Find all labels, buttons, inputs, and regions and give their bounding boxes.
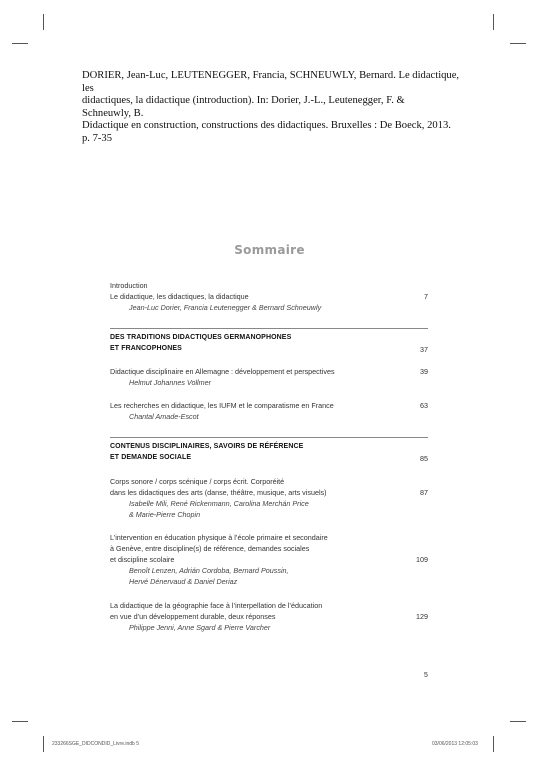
toc-entry-title: à Genève, entre discipline(s) de référence, demandes sociales — [110, 544, 310, 553]
toc-page-number: 85 — [420, 454, 428, 463]
crop-mark — [493, 736, 494, 752]
print-footer-right: 03/06/2013 12:05:03 — [432, 741, 478, 747]
toc-entry-authors: Isabelle Mili, René Rickenmann, Carolina Merchán Price — [129, 499, 309, 508]
toc-section-heading: CONTENUS DISCIPLINAIRES, SAVOIRS DE RÉFÉRENCE — [110, 443, 304, 450]
toc-entry-title: Didactique disciplinaire en Allemagne : développement et perspectives — [110, 367, 335, 376]
toc-entry-title: en vue d’un développement durable, deux réponses — [110, 612, 276, 621]
crop-mark — [12, 721, 28, 722]
toc-page-number: 109 — [416, 555, 428, 564]
toc-page-number: 7 — [424, 292, 428, 301]
toc-entry-authors: Chantal Amade-Escot — [129, 412, 199, 421]
toc-section-heading: DES TRADITIONS DIDACTIQUES GERMANOPHONES — [110, 334, 292, 341]
toc-page-number: 129 — [416, 612, 428, 621]
crop-mark — [43, 736, 44, 752]
toc-intro-heading: Introduction — [110, 281, 148, 290]
crop-mark — [510, 721, 526, 722]
citation-line: p. 7-35 — [82, 132, 113, 144]
toc-entry-authors: Philippe Jenni, Anne Sgard & Pierre Varcher — [129, 623, 271, 632]
toc-entry-authors: Benoît Lenzen, Adrián Cordoba, Bernard Poussin, — [129, 566, 289, 575]
toc-section-heading: ET FRANCOPHONES — [110, 345, 182, 352]
toc-entry-title: et discipline scolaire — [110, 555, 175, 564]
toc-entry-title: Le didactique, les didactiques, la didactique — [110, 292, 249, 301]
toc-page-number: 63 — [420, 401, 428, 410]
toc-entry-title: L’intervention en éducation physique à l’école primaire et secondaire — [110, 533, 328, 542]
citation-line: didactiques, la didactique (introduction). In: Dorier, J.-L., Leutenegger, F. & — [82, 95, 405, 107]
toc-entry-title: La didactique de la géographie face à l’interpellation de l’éducation — [110, 601, 323, 610]
toc-entry-authors: Jean-Luc Dorier, Francia Leutenegger & Bernard Schneuwly — [129, 303, 322, 312]
toc-page-number: 39 — [420, 367, 428, 376]
toc-page-number: 37 — [420, 345, 428, 354]
crop-mark — [493, 14, 494, 30]
toc-page-number: 87 — [420, 488, 428, 497]
crop-mark — [12, 43, 28, 44]
toc-entry-title: dans les didactiques des arts (danse, théâtre, musique, arts visuels) — [110, 488, 327, 497]
toc-entry-authors: Hervé Dénervaud & Daniel Deriaz — [129, 577, 238, 586]
crop-mark — [510, 43, 526, 44]
print-footer-left: 233266SGE_DIDCONDID_Livre.indb 5 — [52, 741, 139, 747]
citation-line: DORIER, Jean-Luc, LEUTENEGGER, Francia, SCHNEUWLY, Bernard. Le didactique, — [82, 70, 460, 81]
toc-entry-authors: Helmut Johannes Vollmer — [129, 378, 212, 387]
toc-entry-title: Corps sonore / corps scénique / corps écrit. Corporéité — [110, 477, 285, 486]
citation-line: Schneuwly, B. — [82, 107, 144, 119]
toc-section-heading: ET DEMANDE SOCIALE — [110, 454, 192, 461]
section-divider — [110, 437, 428, 438]
citation-line: les — [82, 82, 94, 94]
citation-block — [82, 70, 534, 146]
page-title: Sommaire — [234, 243, 305, 257]
section-divider — [110, 328, 428, 329]
toc-entry-authors: & Marie-Pierre Chopin — [129, 510, 201, 519]
crop-mark — [43, 14, 44, 30]
citation-line: Didactique en construction, constructions des didactiques. Bruxelles : De Boeck, 2013. — [82, 120, 451, 132]
toc-entry-title: Les recherches en didactique, les IUFM et le comparatisme en France — [110, 401, 334, 410]
page-number: 5 — [424, 672, 428, 679]
